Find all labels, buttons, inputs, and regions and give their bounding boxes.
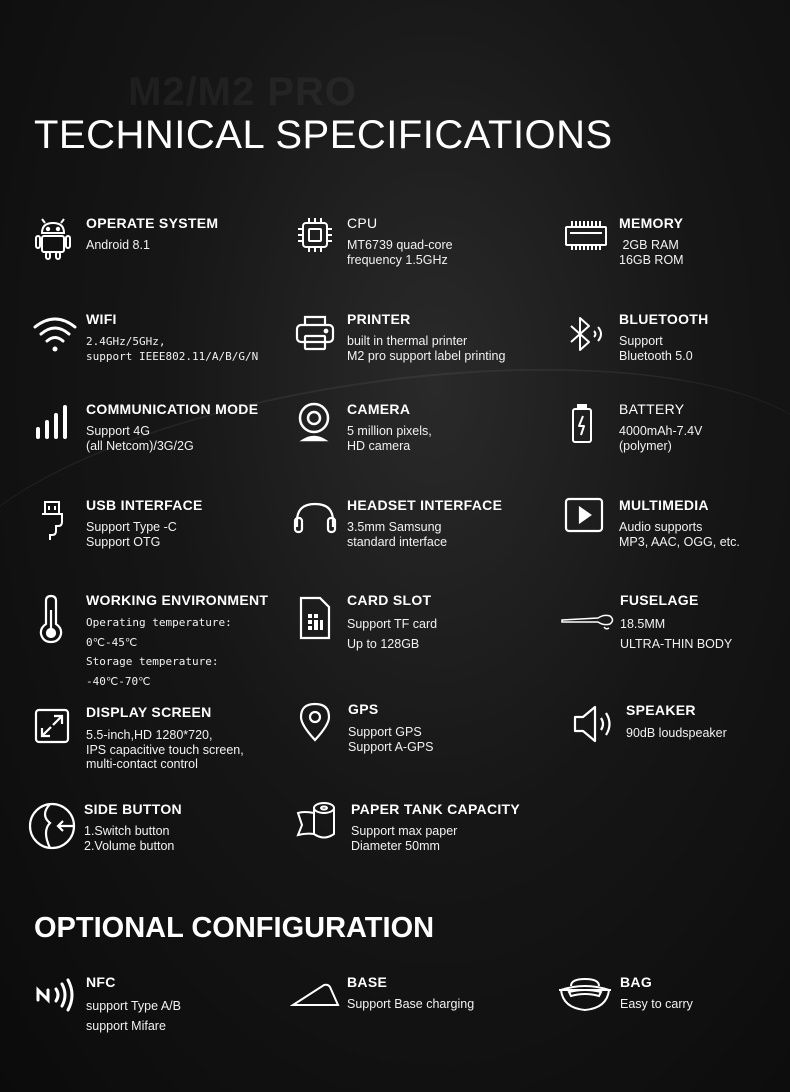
spec-name: CAMERA [347, 401, 411, 417]
memory-icon [564, 219, 608, 253]
spec-name: SPEAKER [626, 702, 696, 718]
spec-value: MT6739 quad-core [347, 238, 453, 252]
spec-value: 4000mAh-7.4V [619, 424, 703, 438]
spec-name: MEMORY [619, 215, 684, 231]
play-icon [564, 497, 604, 535]
bag-icon [557, 976, 613, 1014]
usb-icon [38, 499, 66, 541]
spec-name: PAPER TANK CAPACITY [351, 801, 521, 817]
spec-value: 2.4GHz/5GHz, [86, 335, 166, 348]
spec-name: CPU [347, 215, 378, 231]
spec-name: BLUETOOTH [619, 311, 709, 327]
spec-value: Android 8.1 [86, 238, 150, 252]
optional-config-title: OPTIONAL CONFIGURATION [34, 912, 435, 944]
spec-value: -40℃-70℃ [86, 674, 151, 688]
spec-value: Support GPS [348, 725, 422, 739]
spec-value: Support Base charging [347, 997, 475, 1011]
spec-name: MULTIMEDIA [619, 497, 709, 513]
spec-name: PRINTER [347, 311, 411, 327]
spec-name: FUSELAGE [620, 592, 699, 608]
expand-icon [34, 708, 70, 744]
spec-value: 90dB loudspeaker [626, 726, 727, 740]
spec-value: multi-contact control [86, 757, 198, 771]
spec-value: (all Netcom)/3G/2G [86, 438, 194, 453]
spec-name: BAG [620, 974, 653, 990]
spec-value: MP3, AAC, OGG, etc. [619, 534, 740, 549]
stylus-icon [560, 612, 616, 632]
spec-value: 3.5mm Samsung [347, 520, 442, 534]
spec-value: Operating temperature: [86, 616, 232, 629]
spec-value: support IEEE802.11/A/B/G/N [86, 349, 259, 363]
spec-value: support Mifare [86, 1018, 166, 1033]
spec-name: USB INTERFACE [86, 497, 203, 513]
spec-value: Support A-GPS [348, 739, 434, 754]
battery-icon [570, 403, 594, 445]
spec-name: CARD SLOT [347, 592, 432, 608]
spec-value: built in thermal printer [347, 334, 468, 348]
android-icon [34, 217, 72, 261]
signal-icon [34, 401, 74, 441]
spec-value: 2.Volume button [84, 838, 175, 853]
spec-name: SIDE BUTTON [84, 801, 182, 817]
spec-name: BASE [347, 974, 388, 990]
spec-name: DISPLAY SCREEN [86, 704, 212, 720]
spec-value: standard interface [347, 534, 448, 549]
spec-value: Bluetooth 5.0 [619, 348, 693, 363]
spec-name: BATTERY [619, 401, 685, 417]
side-button-icon [28, 801, 78, 851]
spec-value: Support OTG [86, 534, 161, 549]
spec-name: WIFI [86, 311, 117, 327]
spec-value: M2 pro support label printing [347, 348, 506, 363]
spec-name: COMMUNICATION MODE [86, 401, 259, 417]
speaker-icon [572, 702, 616, 746]
spec-value: IPS capacitive touch screen, [86, 742, 244, 757]
spec-value: Support TF card [347, 617, 438, 631]
spec-name: GPS [348, 701, 379, 717]
spec-name: HEADSET INTERFACE [347, 497, 503, 513]
spec-value: Up to 128GB [347, 636, 420, 651]
spec-name: WORKING ENVIRONMENT [86, 592, 269, 608]
sim-card-icon [298, 595, 332, 641]
spec-value: support Type A/B [86, 999, 181, 1013]
nfc-icon [34, 978, 76, 1012]
spec-value: 5 million pixels, [347, 424, 432, 438]
spec-value: ULTRA-THIN BODY [620, 636, 733, 651]
spec-value: 2GB RAM [619, 238, 679, 252]
spec-value: 18.5MM [620, 617, 666, 631]
base-icon [290, 982, 340, 1010]
bluetooth-icon [568, 315, 606, 355]
spec-name: OPERATE SYSTEM [86, 215, 219, 231]
spec-value: 16GB ROM [619, 252, 684, 267]
paper-roll-icon [296, 801, 340, 841]
spec-value: Audio supports [619, 520, 703, 534]
spec-name: NFC [86, 974, 116, 990]
spec-value: (polymer) [619, 438, 672, 453]
chip-icon [296, 215, 334, 255]
spec-value: HD camera [347, 438, 411, 453]
spec-value: 0℃-45℃ [86, 635, 138, 649]
spec-value: Support 4G [86, 424, 150, 438]
spec-value: frequency 1.5GHz [347, 252, 448, 267]
page-title: TECHNICAL SPECIFICATIONS [34, 113, 613, 157]
spec-value: Support [619, 334, 663, 348]
spec-value: 1.Switch button [84, 824, 170, 838]
camera-icon [296, 401, 332, 443]
thermometer-icon [37, 594, 65, 644]
spec-value: Easy to carry [620, 997, 693, 1011]
spec-value: Support Type -C [86, 520, 177, 534]
headset-icon [292, 501, 338, 535]
printer-icon [295, 314, 335, 352]
watermark: M2/M2 PRO [128, 70, 358, 114]
spec-value: Diameter 50mm [351, 838, 440, 853]
spec-value: Support max paper [351, 824, 458, 838]
location-pin-icon [298, 701, 332, 743]
spec-value: 5.5-inch,HD 1280*720, [86, 728, 213, 742]
wifi-icon [32, 313, 78, 355]
spec-value: Storage temperature: [86, 655, 219, 668]
